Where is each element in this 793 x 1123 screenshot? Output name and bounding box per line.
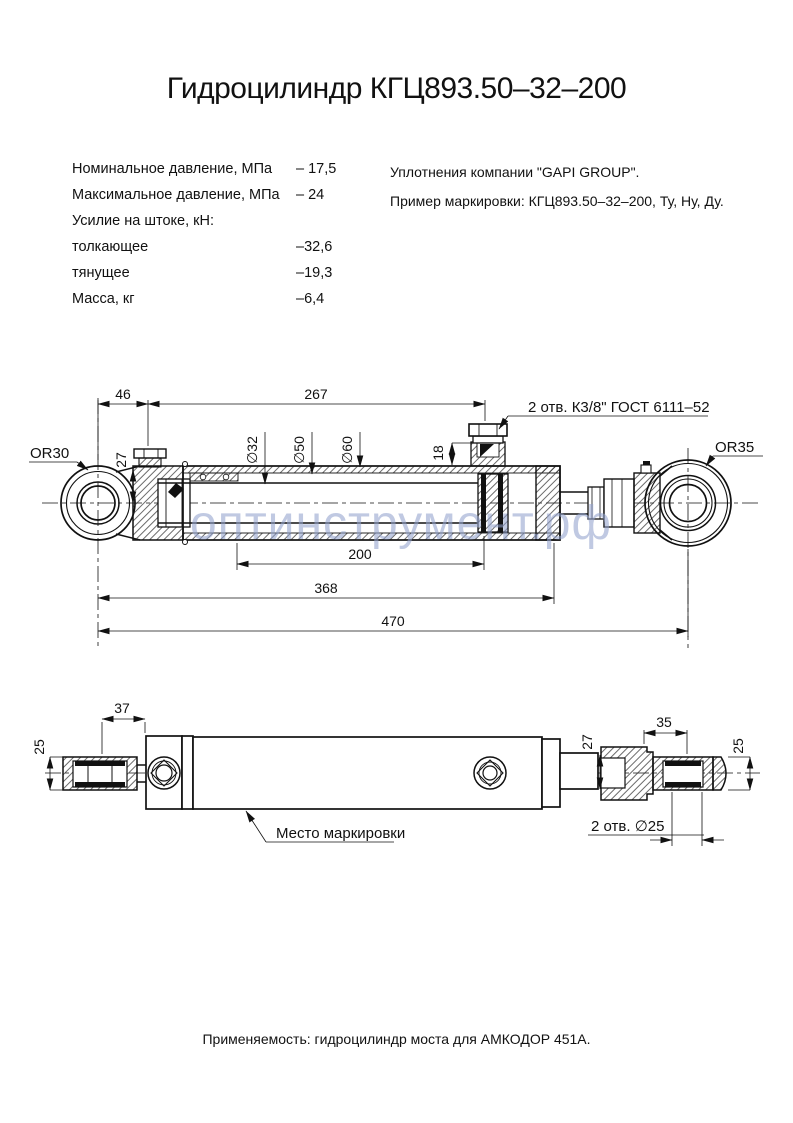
spec-label: тянущее bbox=[72, 265, 130, 281]
dim-200: 200 bbox=[348, 546, 372, 562]
dim-25-left: 25 bbox=[31, 739, 47, 755]
dim-27: 27 bbox=[113, 452, 129, 468]
dim-368: 368 bbox=[314, 580, 338, 596]
spec-value: –32,6 bbox=[296, 239, 333, 255]
rod-gland bbox=[133, 449, 190, 540]
dim-470: 470 bbox=[381, 613, 405, 629]
or35-label: OR35 bbox=[715, 439, 755, 456]
spec-label: Масса, кг bbox=[72, 291, 135, 307]
dim-dia32: ∅32 bbox=[244, 436, 260, 464]
or30-label: OR30 bbox=[30, 445, 70, 462]
rod-end-assembly bbox=[560, 461, 672, 540]
left-eye-plan bbox=[63, 757, 146, 790]
dim-18: 18 bbox=[430, 445, 446, 461]
dim-25-right: 25 bbox=[730, 738, 746, 754]
spec-value: – 24 bbox=[296, 187, 325, 203]
dim-27-plan: 27 bbox=[579, 734, 595, 750]
rod-end-plan bbox=[601, 747, 726, 800]
watermark: оптинструмент.рф bbox=[190, 497, 612, 550]
note-marking: Пример маркировки: КГЦ893.50–32–200, Ту, Ну, Ду. bbox=[390, 193, 724, 209]
port-boss bbox=[469, 424, 507, 466]
spec-label: толкающее bbox=[72, 239, 149, 255]
dim-267: 267 bbox=[304, 386, 328, 402]
rod-plan bbox=[560, 753, 598, 789]
application-note: Применяемость: гидроцилиндр моста для АМКОДОР 451А. bbox=[202, 1031, 591, 1047]
spec-label: Максимальное давление, МПа bbox=[72, 187, 280, 203]
page-title: Гидроцилиндр КГЦ893.50–32–200 bbox=[166, 72, 627, 105]
port-spec-note: 2 отв. К3/8" ГОСТ 6111–52 bbox=[528, 399, 710, 416]
dim-37: 37 bbox=[114, 700, 130, 716]
dim-dia60: ∅60 bbox=[339, 436, 355, 464]
dim-46: 46 bbox=[115, 386, 131, 402]
barrel-plan bbox=[146, 736, 598, 809]
rear-cap bbox=[536, 466, 560, 540]
spec-label: Усилие на штоке, кН: bbox=[72, 213, 214, 229]
spec-value: –19,3 bbox=[296, 265, 333, 281]
dim-35: 35 bbox=[656, 714, 672, 730]
spec-label: Номинальное давление, МПа bbox=[72, 161, 273, 177]
holes-note: 2 отв. ∅25 bbox=[591, 818, 665, 835]
second-view bbox=[31, 700, 760, 846]
main-view bbox=[29, 386, 763, 648]
marking-note: Место маркировки bbox=[276, 825, 406, 842]
dim-dia50: ∅50 bbox=[291, 436, 307, 464]
spec-value: – 17,5 bbox=[296, 161, 337, 177]
note-seals: Уплотнения компании "GAPI GROUP". bbox=[390, 164, 640, 180]
spec-value: –6,4 bbox=[296, 291, 325, 307]
